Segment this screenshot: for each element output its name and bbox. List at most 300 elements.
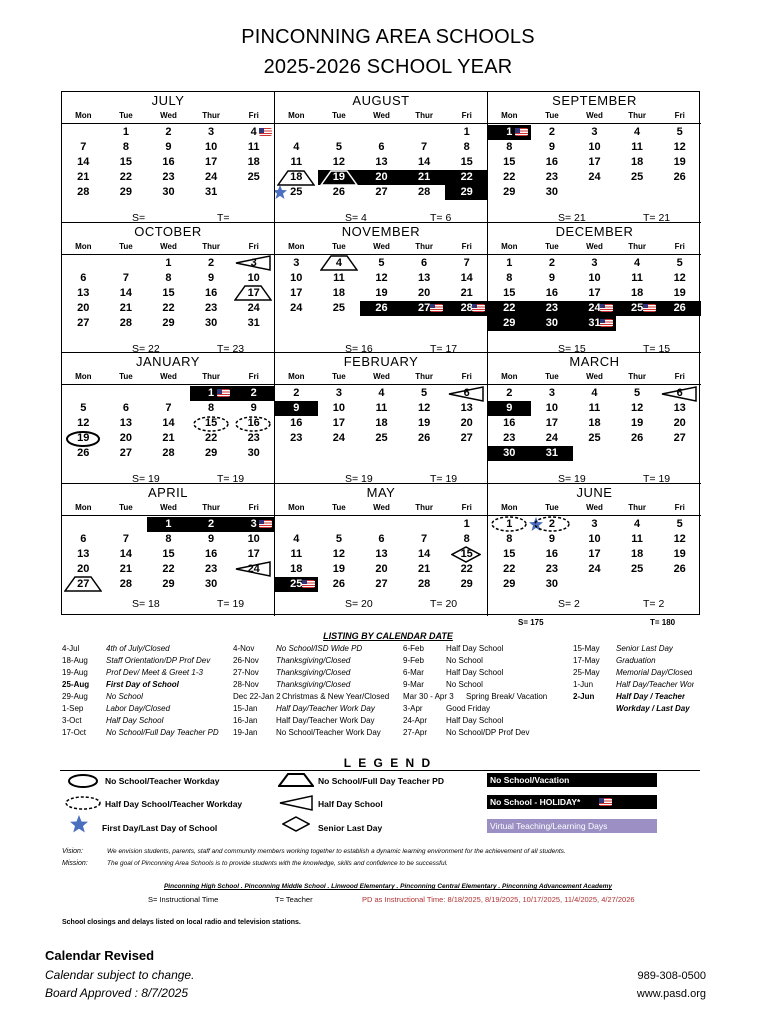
day-cell[interactable] [232,532,275,547]
day-cell[interactable] [616,386,659,401]
day-cell[interactable] [573,517,616,532]
day-cell[interactable] [190,401,233,416]
day-cell[interactable] [105,401,148,416]
day-cell[interactable] [445,401,488,416]
day-number: 7 [122,532,129,545]
day-cell[interactable] [232,271,275,286]
day-number: 17 [588,547,601,560]
day-cell[interactable] [403,577,446,592]
day-cell[interactable] [403,256,446,271]
day-cell[interactable] [275,562,318,577]
day-cell[interactable] [190,155,233,170]
day-number: 22 [460,562,473,575]
day-cell[interactable] [403,386,446,401]
day-cell[interactable] [318,301,361,316]
day-cell[interactable] [62,562,105,577]
day-cell[interactable] [531,271,574,286]
day-cell[interactable] [360,416,403,431]
day-cell[interactable] [488,271,531,286]
day-cell[interactable] [318,547,361,562]
day-cell[interactable] [403,547,446,562]
day-cell[interactable] [488,155,531,170]
day-cell[interactable] [658,301,701,316]
day-cell[interactable] [318,401,361,416]
day-cell[interactable] [658,416,701,431]
day-cell[interactable] [62,155,105,170]
day-cell[interactable] [105,301,148,316]
day-cell[interactable] [62,416,105,431]
day-cell[interactable] [445,125,488,140]
day-cell[interactable] [360,155,403,170]
day-cell[interactable] [616,155,659,170]
day-cell[interactable] [616,532,659,547]
day-cell[interactable] [445,416,488,431]
day-cell[interactable] [275,301,318,316]
day-number: 1 [463,126,470,138]
day-cell[interactable] [190,446,233,461]
day-number: 21 [460,286,473,299]
day-cell[interactable] [105,431,148,446]
day-cell[interactable] [62,140,105,155]
listing-title: LISTING BY CALENDAR DATE [323,631,453,641]
day-cell[interactable] [232,316,275,331]
day-cell[interactable] [403,155,446,170]
day-cell[interactable] [531,386,574,401]
day-cell[interactable] [573,271,616,286]
day-number: 25 [332,301,346,314]
day-cell[interactable] [573,256,616,271]
day-cell[interactable] [318,431,361,446]
day-cell[interactable] [190,532,233,547]
day-cell[interactable] [445,286,488,301]
flag-icon [430,304,443,312]
day-cell[interactable] [573,155,616,170]
day-cell[interactable] [531,301,574,316]
day-cell[interactable] [360,577,403,592]
day-number: 11 [375,402,388,414]
day-cell[interactable] [105,155,148,170]
listing-event: Prof Dev/ Meet & Greet 1-3 [106,668,203,677]
day-cell[interactable] [105,562,148,577]
day-cell[interactable] [360,256,403,271]
day-cell[interactable] [105,316,148,331]
day-cell[interactable] [62,446,105,461]
day-cell[interactable] [445,577,488,592]
day-cell[interactable] [147,125,190,140]
day-cell[interactable] [147,577,190,592]
day-cell[interactable] [573,140,616,155]
weekday-label: Mon [288,241,305,251]
day-cell[interactable] [445,271,488,286]
day-cell[interactable] [105,140,148,155]
day-cell[interactable] [573,170,616,185]
day-cell[interactable] [403,401,446,416]
day-cell[interactable] [275,386,318,401]
day-cell[interactable] [658,256,701,271]
day-number: 14 [119,547,133,560]
day-cell[interactable] [616,140,659,155]
day-cell[interactable] [147,562,190,577]
day-cell[interactable] [62,170,105,185]
day-cell[interactable] [147,517,190,532]
day-cell[interactable] [105,185,148,200]
day-cell[interactable] [403,286,446,301]
day-number: 1 [506,256,513,269]
day-cell[interactable] [190,271,233,286]
day-cell[interactable] [105,170,148,185]
month-february [275,353,488,484]
day-number: 31 [588,316,601,329]
day-cell[interactable] [573,547,616,562]
day-cell[interactable] [658,140,701,155]
day-cell[interactable] [403,532,446,547]
day-cell[interactable] [531,532,574,547]
day-cell[interactable] [531,577,574,592]
day-cell[interactable] [232,386,275,401]
day-number: 2 [250,387,257,399]
day-cell[interactable] [275,140,318,155]
day-cell[interactable] [190,316,233,331]
day-cell[interactable] [275,547,318,562]
day-cell[interactable] [147,401,190,416]
day-cell[interactable] [531,185,574,200]
day-cell[interactable] [232,301,275,316]
day-cell[interactable] [445,256,488,271]
day-cell[interactable] [360,140,403,155]
day-cell[interactable] [616,170,659,185]
month-january [62,353,275,484]
day-cell[interactable] [531,431,574,446]
day-cell[interactable] [531,140,574,155]
day-cell[interactable] [232,446,275,461]
day-cell[interactable] [275,416,318,431]
day-cell[interactable] [105,446,148,461]
s-count: S= 19 [558,473,586,484]
day-cell[interactable] [147,532,190,547]
day-cell[interactable] [531,286,574,301]
day-cell[interactable] [488,185,531,200]
day-cell[interactable] [488,547,531,562]
day-cell[interactable] [275,286,318,301]
day-cell[interactable] [360,532,403,547]
day-cell[interactable] [658,547,701,562]
day-cell[interactable] [616,562,659,577]
day-cell[interactable] [616,125,659,140]
day-cell[interactable] [658,517,701,532]
day-cell[interactable] [573,416,616,431]
day-cell[interactable] [445,562,488,577]
day-number: 10 [588,532,601,545]
weekday-label: Mon [501,372,518,381]
day-cell[interactable] [488,256,531,271]
day-cell[interactable] [105,532,148,547]
day-cell[interactable] [488,386,531,401]
day-cell[interactable] [190,431,233,446]
day-cell[interactable] [62,301,105,316]
day-cell[interactable] [360,185,403,200]
day-cell[interactable] [190,547,233,562]
day-number: 25 [290,577,303,590]
day-cell[interactable] [105,547,148,562]
weekday-label: Wed [160,241,177,251]
day-cell[interactable] [445,185,488,200]
day-cell[interactable] [445,155,488,170]
day-cell[interactable] [232,547,275,562]
day-cell[interactable] [190,140,233,155]
day-cell[interactable] [403,140,446,155]
day-number: 30 [545,186,559,198]
day-cell[interactable] [105,577,148,592]
day-cell[interactable] [105,286,148,301]
day-cell[interactable] [488,401,531,416]
day-cell[interactable] [488,532,531,547]
day-cell[interactable] [318,577,361,592]
day-cell[interactable] [360,401,403,416]
day-cell[interactable] [232,170,275,185]
day-cell[interactable] [62,401,105,416]
day-cell[interactable] [318,286,361,301]
phone: 989-308-0500 [637,970,706,982]
day-cell[interactable] [62,316,105,331]
day-cell[interactable] [658,431,701,446]
day-cell[interactable] [190,286,233,301]
day-cell[interactable] [190,125,233,140]
day-cell[interactable] [403,562,446,577]
day-cell[interactable] [403,416,446,431]
day-cell[interactable] [318,562,361,577]
day-cell[interactable] [445,431,488,446]
legend-doval-label: Half Day School/Teacher Workday [105,799,243,809]
day-cell[interactable] [531,316,574,331]
day-number: 8 [165,532,172,545]
day-cell[interactable] [147,256,190,271]
day-cell[interactable] [318,140,361,155]
day-cell[interactable] [62,532,105,547]
listing-date: 3-Apr [403,704,423,713]
schools-line: Pinconning High School . Pinconning Middle School . Linwood Elementary . Pinconning Central Elementary . Pinconning Advancement Academy [163,883,613,890]
day-number: 14 [77,156,90,168]
day-cell[interactable] [360,170,403,185]
day-number: 9 [506,402,513,414]
day-cell[interactable] [190,185,233,200]
day-number: 10 [588,141,601,153]
day-cell[interactable] [573,532,616,547]
day-cell[interactable] [275,155,318,170]
day-cell[interactable] [275,431,318,446]
listing-date: 27-Apr [403,728,428,737]
day-cell[interactable] [573,401,616,416]
day-cell[interactable] [488,286,531,301]
day-number: 16 [545,547,559,560]
day-cell[interactable] [658,401,701,416]
day-cell[interactable] [403,185,446,200]
day-cell[interactable] [531,416,574,431]
day-cell[interactable] [658,286,701,301]
day-cell[interactable] [105,416,148,431]
s-count: S= 18 [132,597,160,610]
listing-event: Half Day School [446,668,504,677]
day-cell[interactable] [147,286,190,301]
day-cell[interactable] [616,416,659,431]
day-cell[interactable] [232,401,275,416]
diamond-icon [451,546,481,563]
day-cell[interactable] [147,155,190,170]
listing-date: 4-Nov [233,644,255,653]
day-cell[interactable] [147,316,190,331]
weekday-header [62,111,274,123]
day-cell[interactable] [531,562,574,577]
day-cell[interactable] [403,170,446,185]
day-cell[interactable] [190,577,233,592]
day-cell[interactable] [531,256,574,271]
day-cell[interactable] [488,301,531,316]
day-cell[interactable] [531,547,574,562]
day-number: 10 [247,271,260,284]
day-cell[interactable] [147,416,190,431]
day-cell[interactable] [488,316,531,331]
day-cell[interactable] [318,185,361,200]
day-cell[interactable] [147,170,190,185]
weekday-label: Wed [373,372,390,381]
day-cell[interactable] [658,532,701,547]
day-cell[interactable] [488,446,531,461]
day-number: 27 [77,316,90,329]
day-cell[interactable] [616,286,659,301]
day-cell[interactable] [531,446,574,461]
day-cell[interactable] [232,431,275,446]
day-cell[interactable] [658,170,701,185]
weekday-label: Mon [501,241,518,251]
day-number: 13 [77,286,90,299]
day-cell[interactable] [318,271,361,286]
day-cell[interactable] [147,547,190,562]
day-cell[interactable] [616,547,659,562]
legend-diamond-label: Senior Last Day [318,823,383,833]
day-number: 28 [417,577,431,590]
day-cell[interactable] [658,271,701,286]
day-number: 13 [417,271,431,284]
day-cell[interactable] [275,256,318,271]
day-cell[interactable] [616,271,659,286]
day-cell[interactable] [445,140,488,155]
day-cell[interactable] [531,125,574,140]
day-cell[interactable] [62,286,105,301]
day-cell[interactable] [658,125,701,140]
day-cell[interactable] [190,301,233,316]
day-cell[interactable] [658,155,701,170]
day-cell[interactable] [531,155,574,170]
day-cell[interactable] [488,416,531,431]
day-cell[interactable] [445,517,488,532]
day-cell[interactable] [360,562,403,577]
day-cell[interactable] [573,286,616,301]
day-number: 18 [290,562,303,575]
day-cell[interactable] [275,532,318,547]
day-cell[interactable] [232,140,275,155]
day-cell[interactable] [147,140,190,155]
day-cell[interactable] [147,301,190,316]
day-cell[interactable] [488,577,531,592]
day-cell[interactable] [403,431,446,446]
day-cell[interactable] [616,431,659,446]
flag-icon [599,798,612,806]
day-cell[interactable] [445,532,488,547]
day-cell[interactable] [488,431,531,446]
day-cell[interactable] [573,386,616,401]
day-cell[interactable] [62,547,105,562]
day-cell[interactable] [488,562,531,577]
day-number: 3 [591,256,598,269]
day-number: 19 [332,171,346,183]
day-cell[interactable] [105,125,148,140]
day-cell[interactable] [616,256,659,271]
listing-date: 6-Mar [403,668,424,677]
day-cell[interactable] [488,170,531,185]
day-cell[interactable] [190,256,233,271]
day-number: 13 [375,547,388,560]
day-cell[interactable] [318,532,361,547]
day-cell[interactable] [190,170,233,185]
day-cell[interactable] [318,155,361,170]
day-cell[interactable] [616,401,659,416]
day-cell[interactable] [147,271,190,286]
day-cell[interactable] [573,125,616,140]
day-cell[interactable] [360,386,403,401]
day-cell[interactable] [360,271,403,286]
day-cell[interactable] [658,562,701,577]
day-cell[interactable] [147,185,190,200]
day-cell[interactable] [360,286,403,301]
day-cell[interactable] [488,140,531,155]
day-cell[interactable] [318,416,361,431]
listing-event: Spring Break/ Vacation [466,692,548,701]
day-cell[interactable] [147,431,190,446]
day-cell[interactable] [573,431,616,446]
day-cell[interactable] [445,170,488,185]
day-number: 4 [335,256,342,269]
day-cell[interactable] [360,431,403,446]
day-number: 21 [162,432,175,444]
day-cell[interactable] [105,271,148,286]
day-cell[interactable] [62,185,105,200]
day-cell[interactable] [403,271,446,286]
day-cell[interactable] [62,271,105,286]
day-number: 18 [630,286,644,299]
day-cell[interactable] [318,386,361,401]
day-number: 24 [290,301,303,314]
day-cell[interactable] [232,155,275,170]
day-cell[interactable] [531,170,574,185]
triangle-icon [234,255,272,271]
day-number: 3 [548,387,555,399]
day-cell[interactable] [147,446,190,461]
day-number: 10 [545,402,559,414]
legend-holiday [487,795,657,809]
day-cell[interactable] [360,301,403,316]
day-cell[interactable] [531,401,574,416]
weekday-label: Mon [75,241,92,251]
day-number: 17 [204,156,218,168]
day-cell[interactable] [573,562,616,577]
day-cell[interactable] [616,517,659,532]
day-number: 12 [673,271,686,284]
website-link[interactable]: www.pasd.org [636,988,706,1000]
day-cell[interactable] [275,401,318,416]
day-cell[interactable] [360,547,403,562]
day-cell[interactable] [275,271,318,286]
day-cell[interactable] [190,517,233,532]
day-cell[interactable] [190,562,233,577]
